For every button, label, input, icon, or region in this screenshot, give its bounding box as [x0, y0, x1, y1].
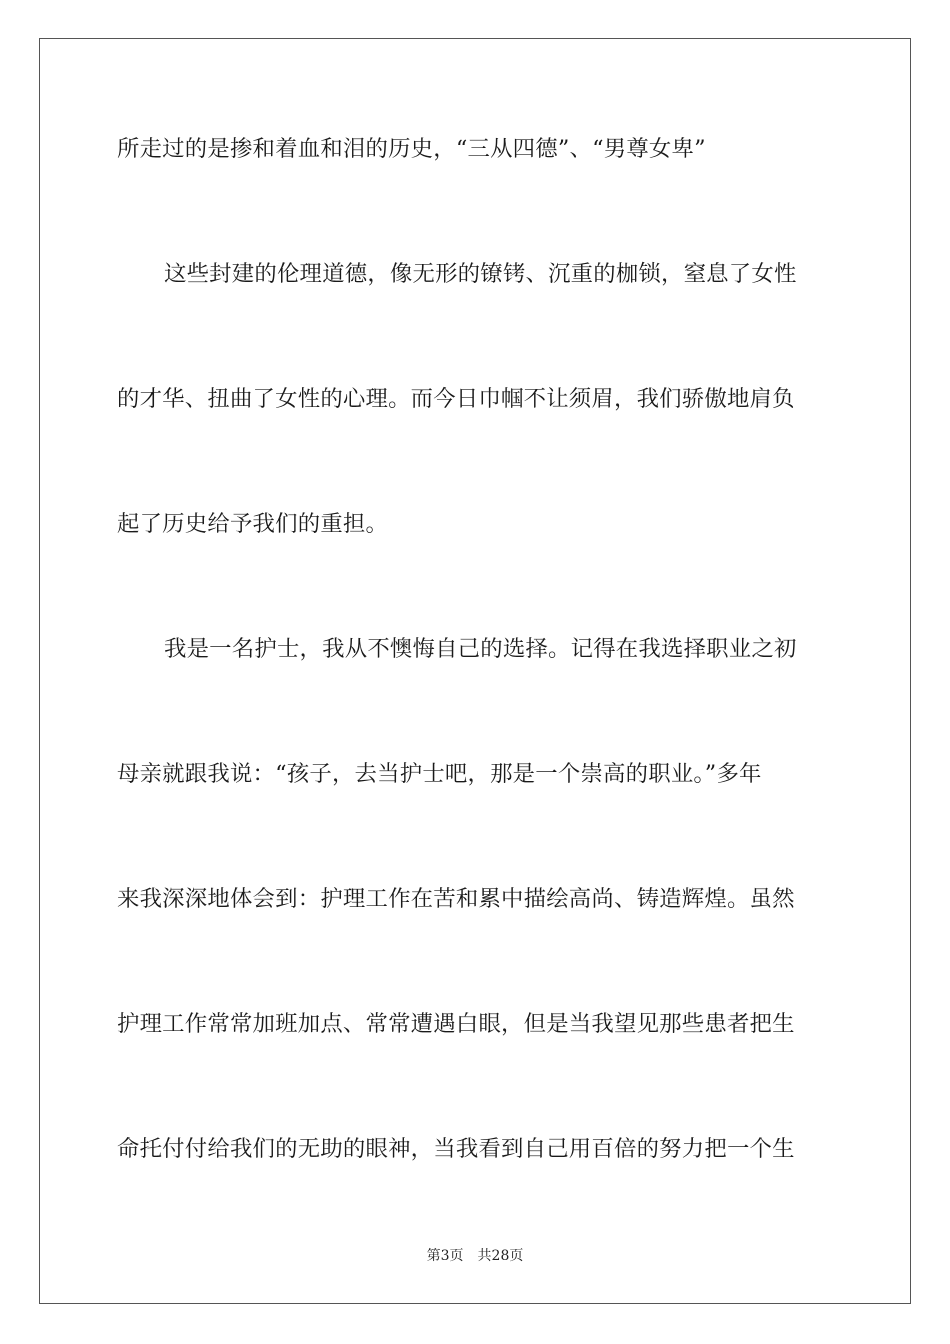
text-line-2: 这些封建的伦理道德，像无形的镣铐、沉重的枷锁，窒息了女性 [164, 261, 797, 287]
text-line-3: 的才华、扭曲了女性的心理。而今日巾帼不让须眉，我们骄傲地肩负 [117, 386, 795, 412]
text-line-5: 我是一名护士，我从不懊悔自己的选择。记得在我选择职业之初 [164, 636, 797, 662]
page-number-total: 共28页 [477, 1248, 524, 1264]
text-line-6: 母亲就跟我说：“孩子，去当护士吧，那是一个崇高的职业。”多年 [117, 761, 762, 787]
page-border [39, 38, 911, 1304]
text-line-7: 来我深深地体会到：护理工作在苦和累中描绘高尚、铸造辉煌。虽然 [117, 886, 795, 912]
text-line-1: 所走过的是掺和着血和泪的历史，“三从四德”、“男尊女卑” [117, 136, 706, 162]
text-line-4: 起了历史给予我们的重担。 [117, 511, 389, 537]
text-line-8: 护理工作常常加班加点、常常遭遇白眼，但是当我望见那些患者把生 [117, 1011, 795, 1037]
text-line-9: 命托付付给我们的无助的眼神，当我看到自己用百倍的努力把一个生 [117, 1136, 795, 1162]
page-number-current: 第3页 [426, 1248, 464, 1264]
page-footer [0, 1246, 950, 1266]
